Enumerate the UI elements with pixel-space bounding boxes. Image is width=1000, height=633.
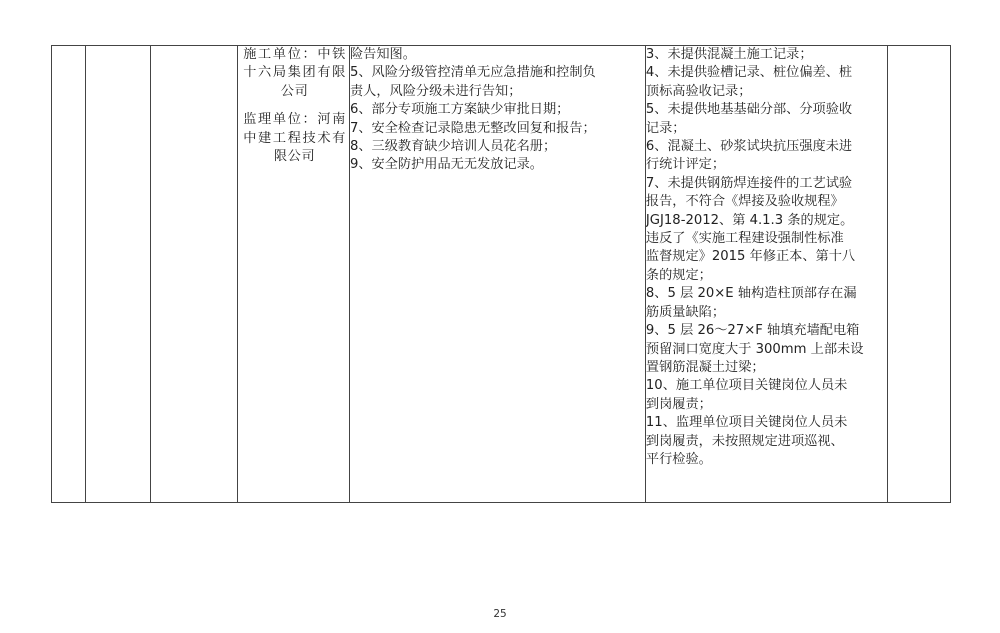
- problem-line: JGJ18-2012、第 4.1.3 条的规定。: [645, 212, 854, 228]
- problem-line: 6、部分专项施工方案缺少审批日期；: [349, 102, 570, 118]
- problem-line: 顶标高验收记录；: [645, 83, 752, 99]
- problem-line: 8、三级教育缺少培训人员花名册；: [349, 139, 557, 155]
- construction-unit: 施工单位：中铁十六局集团有限公司: [243, 47, 346, 99]
- page-number: 25: [493, 608, 507, 620]
- problem-line: 9、安全防护用品无无发放记录。: [349, 157, 543, 173]
- table-cell-empty-2: [86, 46, 150, 503]
- units-cell: [238, 46, 350, 503]
- table-row: [52, 46, 951, 503]
- problem-line: 到岗履责；: [645, 396, 712, 412]
- problem-line: 3、未提供混凝土施工记录；: [645, 47, 813, 62]
- problem-line: 7、安全检查记录隐患无整改回复和报告；: [349, 120, 596, 136]
- problem-line: 报告，不符合《焊接及验收规程》: [645, 194, 844, 210]
- table-cell-empty-7: [887, 46, 950, 503]
- problem-line: 违反了《实施工程建设强制性标准: [645, 231, 844, 247]
- table-cell-empty-3: [150, 46, 238, 503]
- inspection-table: [51, 45, 951, 503]
- problem-line: 行统计评定；: [645, 157, 726, 173]
- problem-line: 7、未提供钢筋焊连接件的工艺试验: [645, 175, 853, 191]
- problem-line: 到岗履责，未按照规定进项巡视、: [645, 433, 844, 449]
- problem-line: 9、5 层 26～27×F 轴填充墙配电箱: [645, 323, 860, 339]
- problem-line: 5、未提供地基基础分部、分项验收: [645, 102, 853, 118]
- problem-line: 10、施工单位项目关键岗位人员未: [645, 378, 848, 394]
- problem-line: 险告知图。: [349, 47, 416, 62]
- quality-problems-cell: [645, 46, 887, 503]
- problem-line: 平行检验。: [645, 451, 712, 467]
- supervision-unit: 监理单位：河南中建工程技术有限公司: [243, 112, 346, 165]
- table-cell-empty-1: [52, 46, 86, 503]
- problem-line: 11、监理单位项目关键岗位人员未: [645, 415, 848, 431]
- problem-line: 监督规定》2015 年修正本、第十八: [645, 249, 856, 265]
- problem-line: 记录；: [645, 120, 686, 136]
- problem-line: 置钢筋混凝土过梁；: [645, 359, 765, 375]
- problem-line: 条的规定；: [645, 267, 712, 283]
- problem-line: 责人，风险分级未进行告知；: [349, 83, 522, 99]
- safety-problems-cell: [349, 46, 645, 503]
- problem-line: 筋质量缺陷；: [645, 304, 726, 320]
- problem-line: 5、风险分级管控清单无应急措施和控制负: [349, 65, 596, 81]
- problem-line: 6、混凝土、砂浆试块抗压强度未进: [645, 139, 853, 155]
- problem-line: 8、5 层 20×E 轴构造柱顶部存在漏: [645, 286, 857, 302]
- problem-line: 预留洞口宽度大于 300mm 上部未设: [645, 341, 864, 357]
- problem-line: 4、未提供验槽记录、桩位偏差、桩: [645, 65, 853, 81]
